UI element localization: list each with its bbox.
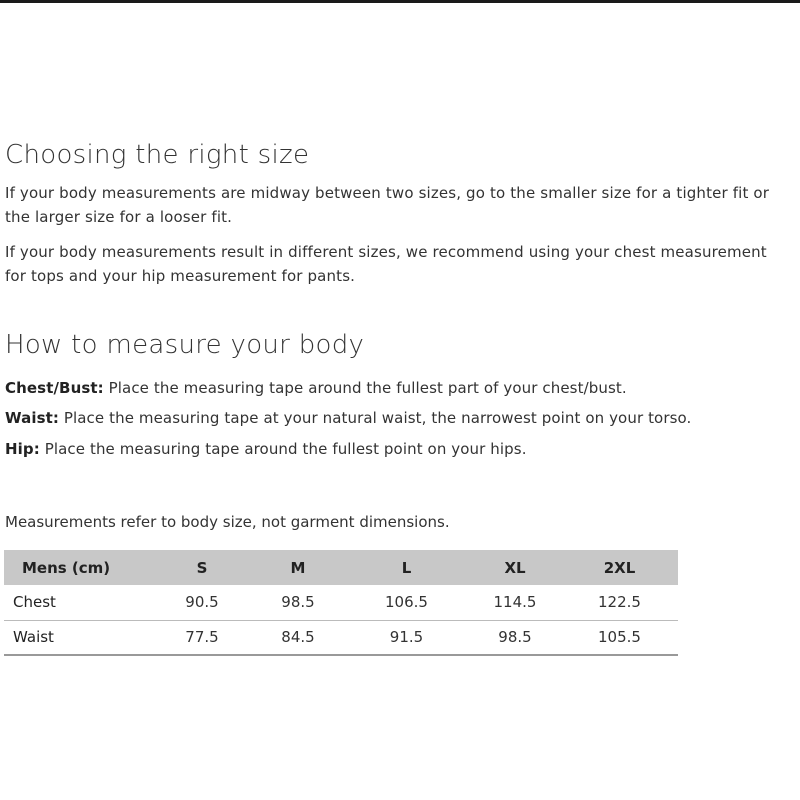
table-header-cell: L bbox=[401, 558, 412, 577]
table-header-cell: S bbox=[196, 558, 208, 577]
measure-waist-text: Place the measuring tape at your natural waist, the narrowest point on your torso. bbox=[58, 409, 692, 427]
row-label: Waist bbox=[13, 628, 54, 647]
row-label: Chest bbox=[13, 593, 56, 612]
table-header-cell: Mens (cm) bbox=[22, 558, 111, 577]
size-table bbox=[4, 550, 678, 656]
table-row bbox=[4, 585, 678, 620]
measure-waist-line bbox=[5, 406, 691, 430]
measure-waist-label: Waist: bbox=[5, 409, 59, 427]
measurements-note: Measurements refer to body size, not garment dimensions. bbox=[5, 513, 450, 531]
table-header-cell: M bbox=[290, 558, 306, 577]
top-divider bbox=[0, 0, 800, 3]
table-header-cell: XL bbox=[504, 558, 526, 577]
table-cell: 98.5 bbox=[281, 593, 315, 612]
choosing-size-heading: Choosing the right size bbox=[5, 140, 310, 170]
table-cell: 77.5 bbox=[185, 628, 219, 647]
table-cell: 106.5 bbox=[385, 593, 428, 612]
choosing-paragraph-2: If your body measurements result in different sizes, we recommend using your chest measurement for tops and your hip measurement for pants. bbox=[5, 243, 767, 285]
table-cell: 122.5 bbox=[598, 593, 641, 612]
choosing-paragraph-1: If your body measurements are midway between two sizes, go to the smaller size for a tighter fit or the larger size for a looser fit. bbox=[5, 184, 770, 226]
table-cell: 114.5 bbox=[493, 593, 537, 612]
measure-body-heading: How to measure your body bbox=[5, 330, 365, 360]
table-cell: 84.5 bbox=[281, 628, 315, 647]
measure-chest-label: Chest/Bust: bbox=[5, 379, 104, 397]
measure-hip-label: Hip: bbox=[5, 440, 40, 458]
table-header-cell: 2XL bbox=[603, 558, 636, 577]
measure-chest-text: Place the measuring tape around the fullest part of your chest/bust. bbox=[103, 379, 627, 397]
measure-hip-text: Place the measuring tape around the fullest point on your hips. bbox=[39, 440, 527, 458]
table-cell: 90.5 bbox=[185, 593, 219, 612]
table-row bbox=[4, 620, 678, 655]
table-cell: 98.5 bbox=[498, 628, 532, 647]
measure-hip-line bbox=[5, 437, 527, 461]
table-cell: 91.5 bbox=[389, 628, 424, 647]
table-cell: 105.5 bbox=[598, 628, 641, 647]
measure-chest-line bbox=[5, 376, 627, 400]
table-header-row bbox=[4, 550, 678, 585]
